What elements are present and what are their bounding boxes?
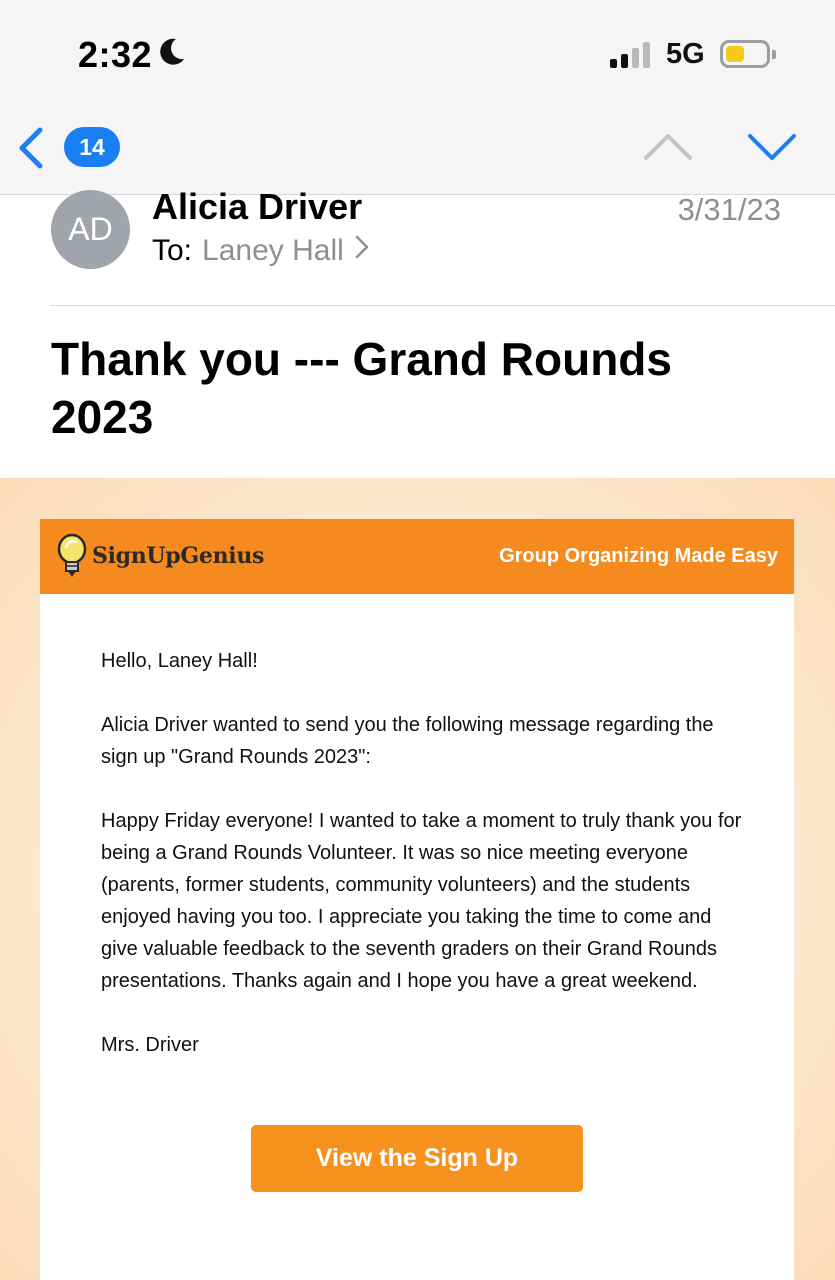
view-sign-up-button[interactable]: View the Sign Up <box>251 1125 583 1192</box>
back-chevron-icon[interactable] <box>14 124 54 172</box>
signal-icon <box>610 42 650 68</box>
message-body <box>101 645 751 1093</box>
recipient-name[interactable]: Laney Hall <box>202 234 344 267</box>
brand-header <box>40 519 794 594</box>
signupgenius-logo[interactable] <box>54 533 264 579</box>
email-date: 3/31/23 <box>677 192 781 227</box>
moon-icon <box>158 34 186 76</box>
status-time <box>78 34 186 76</box>
recipient-line[interactable] <box>152 234 370 268</box>
to-label: To: <box>152 234 193 267</box>
time-label: 2:32 <box>78 34 153 75</box>
unread-count-badge[interactable]: 14 <box>64 127 120 167</box>
intro-text: Alicia Driver wanted to send you the following message regarding the sign up "Grand Rounds 2023": <box>101 714 714 768</box>
network-label: 5G <box>666 38 705 70</box>
sender-name[interactable]: Alicia Driver <box>152 186 363 227</box>
chevron-up-icon[interactable] <box>640 128 696 164</box>
email-subject: Thank you --- Grand Rounds 2023 <box>51 333 672 443</box>
battery-icon <box>720 40 770 68</box>
signature: Mrs. Driver <box>101 1034 199 1056</box>
message-text: Happy Friday everyone! I wanted to take a moment to truly thank you for being a Grand Rounds Volunteer. It was so nice meeting everyone (parents, former students, community volunteers) and the students enjoyed having you too. I appreciate you taking the time to come and give valuable feedback to the seventh graders on their Grand Rounds presentations. Thanks again and I hope you have a great weekend. <box>101 810 742 992</box>
top-bar <box>0 0 835 195</box>
brand-tagline: Group Organizing Made Easy <box>499 545 778 567</box>
lightbulb-icon <box>54 533 90 579</box>
chevron-right-icon <box>354 234 370 268</box>
brand-name: SignUpGenius <box>92 543 265 569</box>
greeting: Hello, Laney Hall! <box>101 650 258 672</box>
divider <box>50 305 835 306</box>
chevron-down-icon[interactable] <box>744 128 800 164</box>
avatar[interactable]: AD <box>51 190 130 269</box>
